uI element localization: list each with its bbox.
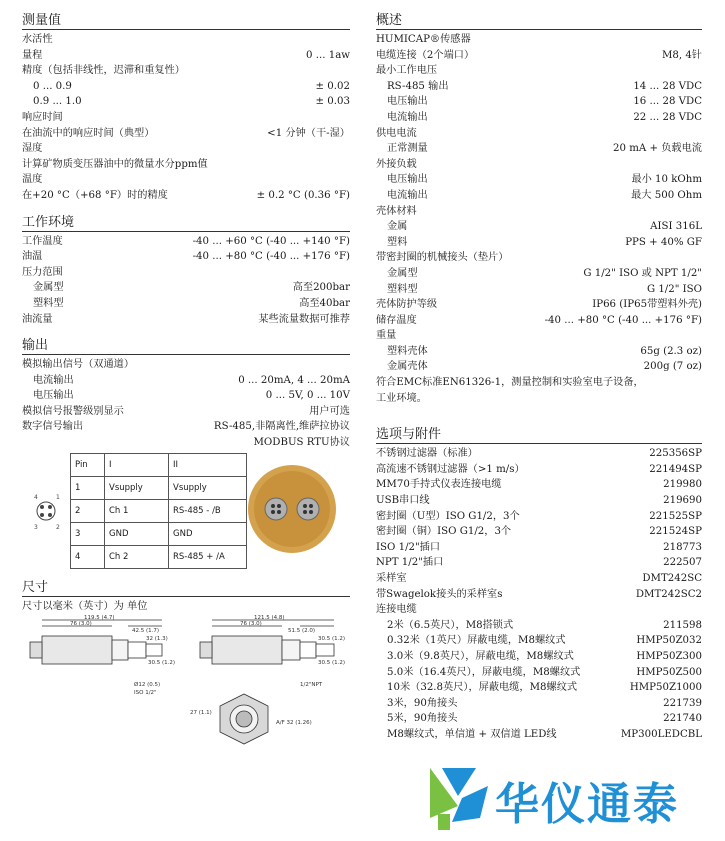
spec-label: 电流输出 <box>387 111 428 123</box>
spec-label: 塑料壳体 <box>387 345 428 357</box>
spec-row <box>376 696 702 712</box>
spec-label: 量程 <box>22 49 43 61</box>
probe-drawing-iso <box>30 620 162 664</box>
spec-row <box>22 141 350 157</box>
spec-label: 金属型 <box>387 267 418 279</box>
dim-label: A/F 32 (1.26) <box>276 719 312 726</box>
spec-value: 用户可选 <box>309 405 350 417</box>
spec-row <box>376 446 702 462</box>
spec-row <box>22 234 350 250</box>
spec-label: RS-485 输出 <box>387 80 449 92</box>
spec-row <box>22 280 350 296</box>
spec-label: ISO 1/2"插口 <box>376 541 441 553</box>
pin-table-header <box>71 453 247 476</box>
spec-row <box>376 328 702 344</box>
spec-value: HMP50Z500 <box>636 666 702 678</box>
spec-row <box>376 509 702 525</box>
spec-label: 外接负载 <box>376 158 417 170</box>
pin-col-header: I <box>105 453 169 476</box>
spec-label: 精度（包括非线性，迟滞和重复性） <box>22 65 185 77</box>
dim-label: 76 (3.0) <box>70 620 92 627</box>
spec-row <box>376 110 702 126</box>
spec-label: 3.0米（9.8英尺），屏蔽电缆，M8螺纹式 <box>387 650 574 662</box>
spec-row <box>376 680 702 696</box>
spec-value: ± 0.03 <box>315 96 350 108</box>
spec-label: 壳体防护等级 <box>376 299 438 311</box>
spec-label: HUMICAP®传感器 <box>376 34 471 45</box>
spec-label: 0.9 ... 1.0 <box>33 96 82 108</box>
spec-value: 14 ... 28 VDC <box>633 80 702 92</box>
output-rows <box>22 357 350 451</box>
spec-value: 219690 <box>663 495 702 507</box>
spec-row <box>376 555 702 571</box>
svg-text:4: 4 <box>34 493 38 501</box>
spec-row <box>22 126 350 142</box>
spec-value: AISI 316L <box>650 221 702 233</box>
spec-value: 211598 <box>663 619 702 631</box>
spec-label: 5米，90角接头 <box>387 713 458 725</box>
pin-row <box>71 545 247 568</box>
spec-value: -40 ... +80 °C (-40 ... +176 °F) <box>544 314 702 326</box>
pin-cell: 4 <box>71 545 105 568</box>
dim-label: 27 (1.1) <box>190 709 212 716</box>
spec-value: RS-485,非隔离性,维萨拉协议 <box>213 421 350 433</box>
spec-label: 重量 <box>376 330 397 342</box>
spec-label: 采样室 <box>376 573 407 584</box>
overview-rows <box>376 32 702 406</box>
spec-label: 壳体材料 <box>376 205 417 217</box>
spec-label: USB串口线 <box>376 495 430 507</box>
spec-row <box>22 373 350 389</box>
spec-row <box>376 250 702 266</box>
spec-row <box>376 79 702 95</box>
spec-label: 电压输出 <box>387 96 428 108</box>
spec-value: 0 ... 5V, 0 ... 10V <box>265 390 350 402</box>
spec-value: 200g (7 oz) <box>643 361 702 373</box>
spec-value: 最小 10 kOhm <box>631 174 702 186</box>
spec-row <box>22 312 350 328</box>
spec-value: 高至200bar <box>292 282 350 294</box>
spec-label: 工作温度 <box>22 235 63 247</box>
spec-label: 电压输出 <box>33 390 74 402</box>
spec-value: 225356SP <box>649 448 702 460</box>
spec-value: 最大 500 Ohm <box>631 189 702 201</box>
spec-value: 0 ... 20mA, 4 ... 20mA <box>238 374 350 386</box>
spec-value: <1 分钟（干-湿） <box>267 127 350 139</box>
pin-row <box>71 522 247 545</box>
spec-row <box>22 79 350 95</box>
dim-label: 121.5 (4.8) <box>254 614 285 621</box>
spec-row <box>376 282 702 298</box>
spec-row <box>376 477 702 493</box>
spec-row <box>376 235 702 251</box>
spec-value: ± 0.2 °C (0.36 °F) <box>256 189 350 201</box>
spec-label: 水活性 <box>22 34 53 45</box>
spec-value: 221740 <box>663 713 702 725</box>
pin-cell: Vsupply <box>169 476 247 499</box>
spec-value: PPS + 40% GF <box>625 236 702 248</box>
spec-label: 5.0米（16.4英尺），屏蔽电缆，M8螺纹式 <box>387 666 581 678</box>
brand-logo-icon <box>418 756 498 836</box>
dim-label: 1/2"NPT <box>300 681 323 688</box>
spec-row <box>376 219 702 235</box>
spec-label: 密封圈（铜）ISO G1/2，3个 <box>376 526 512 538</box>
left-column <box>22 6 350 764</box>
spec-label: 连接电缆 <box>376 604 417 616</box>
pin-cell: GND <box>169 522 247 545</box>
spec-row <box>22 404 350 420</box>
spec-label: 储存温度 <box>376 314 417 326</box>
pin-row <box>71 476 247 499</box>
spec-row <box>22 296 350 312</box>
spec-label: 最小工作电压 <box>376 65 438 77</box>
spec-row <box>376 297 702 313</box>
measure-rows <box>22 32 350 204</box>
pin-cell: Ch 1 <box>105 499 169 522</box>
spec-value: HMP50Z1000 <box>629 682 702 694</box>
spec-row <box>22 172 350 188</box>
spec-value: HMP50Z032 <box>636 635 702 647</box>
spec-row <box>376 649 702 665</box>
spec-value: 22 ... 28 VDC <box>633 111 702 123</box>
spec-label: 电压输出 <box>387 174 428 186</box>
spec-row <box>22 63 350 79</box>
spec-row <box>376 204 702 220</box>
pin-cell: RS-485 + /A <box>169 545 247 568</box>
spec-label: 油温 <box>22 251 43 263</box>
svg-text:1: 1 <box>56 493 60 501</box>
spec-value: 65g (2.3 oz) <box>640 345 702 357</box>
pin-cell: GND <box>105 522 169 545</box>
spec-row <box>376 94 702 110</box>
spec-row <box>376 172 702 188</box>
spec-value: 218773 <box>663 541 702 553</box>
spec-value: G 1/2" ISO 或 NPT 1/2" <box>583 267 702 279</box>
probe-drawing-npt <box>200 620 334 664</box>
spec-label: 模拟信号报警级别显示 <box>22 405 124 417</box>
spec-row <box>376 524 702 540</box>
spec-row <box>376 63 702 79</box>
section-title-dimensions: 尺寸 <box>22 573 350 597</box>
spec-row <box>376 571 702 587</box>
spec-label: 温度 <box>22 174 43 186</box>
spec-value: 221494SP <box>649 463 702 475</box>
spec-row <box>22 357 350 373</box>
spec-value: HMP50Z300 <box>636 650 702 662</box>
spec-row <box>376 266 702 282</box>
spec-row <box>376 587 702 603</box>
spec-row <box>376 540 702 556</box>
spec-label: 带Swagelok接头的采样室s <box>376 588 503 600</box>
spec-value: DMT242SC2 <box>635 588 702 600</box>
spec-row <box>22 388 350 404</box>
spec-label: 不锈钢过滤器（标准） <box>376 448 478 460</box>
dim-label: 30.5 (1.2) <box>148 659 176 666</box>
pinout-area <box>22 451 350 573</box>
environment-rows <box>22 234 350 328</box>
spec-value: 20 mA + 负载电流 <box>613 143 702 155</box>
pin-cell: 1 <box>71 476 105 499</box>
spec-value: G 1/2" ISO <box>646 283 702 295</box>
spec-label: 在油流中的响应时间（典型） <box>22 127 155 139</box>
section-title-accessories: 选项与附件 <box>376 420 702 444</box>
section-title-overview: 概述 <box>376 6 702 30</box>
spec-label: 高流速不锈钢过滤器（>1 m/s） <box>376 463 525 475</box>
pin-col-header: II <box>169 453 247 476</box>
spec-value: 16 ... 28 VDC <box>633 96 702 108</box>
spec-row <box>376 157 702 173</box>
spec-label: 湿度 <box>22 143 43 155</box>
spec-label: 带密封圈的机械接头（垫片） <box>376 252 509 264</box>
spec-row <box>22 265 350 281</box>
spec-row <box>376 375 702 391</box>
hex-nut-drawing <box>220 694 268 744</box>
spec-value: 0 ... 1aw <box>306 49 350 61</box>
dim-label: Ø12 (0.5) <box>134 681 161 688</box>
spec-row <box>22 32 350 48</box>
dimension-drawing <box>22 614 352 764</box>
spec-label: MM70手持式仪表连接电缆 <box>376 479 502 491</box>
spec-row <box>22 249 350 265</box>
pin-cell: RS-485 - /B <box>169 499 247 522</box>
spec-row <box>22 110 350 126</box>
spec-label: 3米，90角接头 <box>387 697 458 709</box>
section-title-output: 输出 <box>22 331 350 355</box>
spec-label: 正常测量 <box>387 143 428 155</box>
spec-value: DMT242SC <box>642 573 702 584</box>
spec-label: 0.32米（1英尺）屏蔽电缆，M8螺纹式 <box>387 635 566 647</box>
dim-label: 51.5 (2.0) <box>288 627 316 634</box>
spec-label: 0 ... 0.9 <box>33 80 72 92</box>
spec-label: 塑料型 <box>387 283 418 295</box>
spec-value: 221525SP <box>649 510 702 522</box>
brass-connector-image <box>248 465 336 553</box>
pin-table <box>70 453 247 569</box>
spec-row <box>22 157 350 173</box>
spec-row <box>376 141 702 157</box>
spec-row <box>376 711 702 727</box>
spec-row <box>22 48 350 64</box>
svg-text:2: 2 <box>56 523 60 531</box>
spec-label: 密封圈（U型）ISO G1/2，3个 <box>376 510 520 522</box>
spec-label: 2米（6.5英尺），M8搭锁式 <box>387 619 514 631</box>
spec-value: ± 0.02 <box>315 80 350 92</box>
spec-row <box>22 188 350 204</box>
accessory-rows <box>376 446 702 742</box>
spec-value: 221524SP <box>649 526 702 538</box>
dim-label: 30.5 (1.2) <box>318 659 346 666</box>
spec-label: 符合EMC标准EN61326-1，测量控制和实验室电子设备， <box>376 377 644 389</box>
spec-row <box>376 391 702 407</box>
spec-row <box>376 32 702 48</box>
spec-label: 10米（32.8英尺），屏蔽电缆，M8螺纹式 <box>387 682 578 694</box>
pin-cell: 2 <box>71 499 105 522</box>
pin-row <box>71 499 247 522</box>
spec-row <box>22 419 350 435</box>
spec-row <box>376 633 702 649</box>
spec-label: 工业环境。 <box>376 392 427 404</box>
spec-label: M8螺纹式，单信道 + 双信道 LED线 <box>387 728 557 740</box>
spec-label: 在+20 °C（+68 °F）时的精度 <box>22 189 168 201</box>
pin-cell: Vsupply <box>105 476 169 499</box>
spec-value: MP300LEDCBL <box>620 728 702 740</box>
spec-label: 供电电流 <box>376 127 417 139</box>
pin-cell: Ch 2 <box>105 545 169 568</box>
spec-row <box>376 665 702 681</box>
spec-value: 219980 <box>663 479 702 491</box>
spec-value: IP66 (IP65带塑料外壳) <box>592 299 702 311</box>
spec-row <box>376 462 702 478</box>
spec-row <box>376 188 702 204</box>
dim-label: 76 (3.0) <box>240 620 262 627</box>
spec-row <box>22 435 350 451</box>
spec-label: NPT 1/2"插口 <box>376 557 444 569</box>
spec-label: 电缆连接（2个端口） <box>376 49 475 61</box>
spec-value: MODBUS RTU协议 <box>253 437 350 449</box>
spec-value: 某些流量数据可推荐 <box>258 313 350 325</box>
spec-label: 油流量 <box>22 313 53 325</box>
spec-row <box>22 94 350 110</box>
right-column <box>376 6 702 743</box>
spec-value: -40 ... +60 °C (-40 ... +140 °F) <box>192 235 350 247</box>
spec-row <box>376 618 702 634</box>
spec-label: 计算矿物质变压器油中的微量水分ppm值 <box>22 158 208 170</box>
section-title-measure: 测量值 <box>22 6 350 30</box>
dim-label: 32 (1.3) <box>146 635 168 642</box>
spec-row <box>376 48 702 64</box>
spec-label: 塑料 <box>387 236 408 248</box>
spec-row <box>376 313 702 329</box>
spec-label: 金属型 <box>33 282 64 294</box>
spec-value: 221739 <box>663 697 702 709</box>
spec-label: 电流输出 <box>33 374 74 386</box>
section-title-environment: 工作环境 <box>22 208 350 232</box>
spec-label: 金属壳体 <box>387 361 428 373</box>
dim-label: 119.5 (4.7) <box>84 614 115 621</box>
spec-value: M8, 4针 <box>661 49 702 61</box>
spec-row <box>376 126 702 142</box>
dim-label: ISO 1/2" <box>134 689 157 696</box>
spec-row <box>376 344 702 360</box>
spec-label: 金属 <box>387 221 408 233</box>
spec-row <box>376 493 702 509</box>
spec-label: 数字信号输出 <box>22 421 84 433</box>
pin-cell: 3 <box>71 522 105 545</box>
spec-value: 222507 <box>663 557 702 569</box>
spec-label: 压力范围 <box>22 266 63 278</box>
spec-label: 模拟输出信号（双通道） <box>22 359 135 371</box>
spec-label: 电流输出 <box>387 189 428 201</box>
spec-value: -40 ... +80 °C (-40 ... +176 °F) <box>192 251 350 263</box>
spec-label: 响应时间 <box>22 111 63 123</box>
spec-row <box>376 727 702 743</box>
brand-name: 华仪通泰 <box>495 779 679 830</box>
dimensions-note: 尺寸以毫米（英寸）为 单位 <box>22 600 148 612</box>
spec-row <box>376 359 702 375</box>
spec-value: 高至40bar <box>299 297 350 309</box>
small-connector-icon <box>34 494 60 531</box>
dim-label: 30.5 (1.2) <box>318 635 346 642</box>
spec-label: 塑料型 <box>33 297 64 309</box>
dim-label: 42.5 (1.7) <box>132 627 160 634</box>
svg-text:3: 3 <box>34 523 38 531</box>
spec-row <box>376 602 702 618</box>
pin-col-header: Pin <box>71 453 105 476</box>
